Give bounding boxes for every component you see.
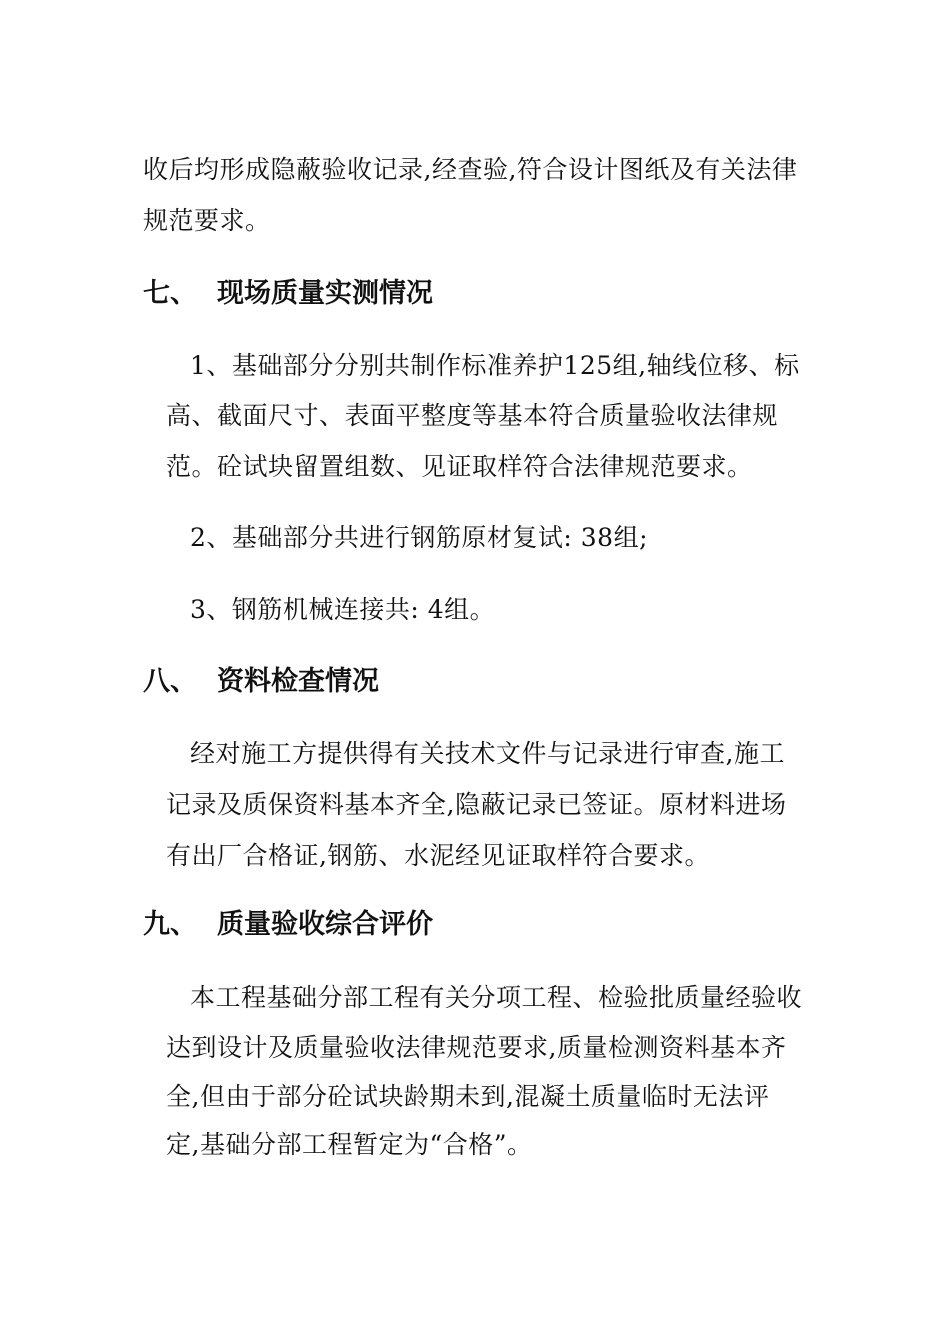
section-9-title: 质量验收综合评价 — [217, 909, 433, 940]
paragraph-line: 达到设计及质量验收法律规范要求,质量检测资料基本齐 — [166, 1033, 787, 1062]
paragraph-line: 记录及质保资料基本齐全,隐蔽记录已签证。原材料进场 — [166, 790, 787, 819]
section-9-heading — [143, 907, 433, 943]
intro-line-1: 收后均形成隐蔽验收记录,经查验,符合设计图纸及有关法律 — [143, 155, 798, 184]
section-8-title: 资料检查情况 — [217, 666, 379, 697]
paragraph-line: 3、钢筋机械连接共: 4组。 — [190, 595, 496, 624]
paragraph-line: 本工程基础分部工程有关分项工程、检验批质量经验收 — [190, 983, 803, 1012]
section-8-number: 八、 — [143, 666, 197, 697]
paragraph-line: 高、截面尺寸、表面平整度等基本符合质量验收法律规 — [166, 401, 779, 430]
paragraph-line: 全,但由于部分砼试块龄期未到,混凝土质量临时无法评 — [166, 1082, 770, 1111]
paragraph-line: 2、基础部分共进行钢筋原材复试: 38组; — [190, 523, 649, 552]
paragraph-line: 范。砼试块留置组数、见证取样符合法律规范要求。 — [166, 452, 753, 481]
section-7-heading — [143, 276, 433, 312]
paragraph-line: 定,基础分部工程暂定为“合格”。 — [166, 1130, 533, 1159]
section-7-title: 现场质量实测情况 — [217, 278, 433, 309]
section-9-number: 九、 — [143, 909, 197, 940]
paragraph-line: 1、基础部分分别共制作标准养护125组,轴线位移、标 — [190, 351, 800, 380]
section-7-number: 七、 — [143, 278, 197, 309]
paragraph-line: 经对施工方提供得有关技术文件与记录进行审查,施工 — [190, 739, 785, 768]
section-8-heading — [143, 664, 379, 700]
paragraph-line: 有出厂合格证,钢筋、水泥经见证取样符合要求。 — [166, 841, 710, 870]
intro-line-2: 规范要求。 — [143, 206, 271, 235]
